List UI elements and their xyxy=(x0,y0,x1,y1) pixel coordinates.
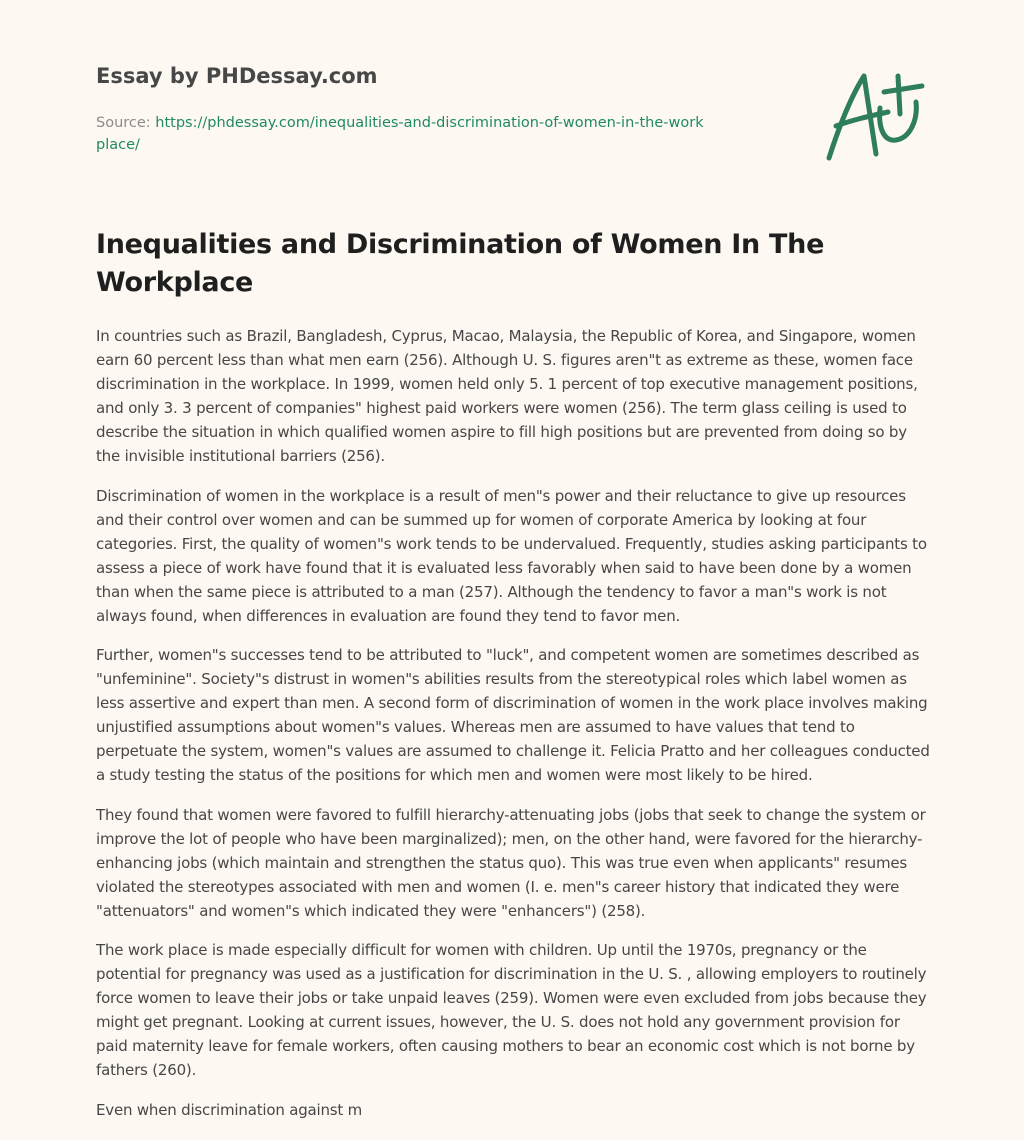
essay-body xyxy=(96,324,934,1137)
essay-paragraph: In countries such as Brazil, Bangladesh, Cyprus, Macao, Malaysia, the Republic of Korea, and Singapore, women earn 60 percent less than what men earn (256). Although U. S. figures aren"t as extreme as these, women face discrimination in the workplace. In 1999, women held only 5. 1 percent of top executive management positions, and only 3. 3 percent of companies" highest paid workers were women (256). The term glass ceiling is used to describe the situation in which qualified women aspire to fill high positions but are prevented from doing so by the invisible institutional barriers (256). xyxy=(96,327,918,465)
site-brand: Essay by PHDessay.com xyxy=(96,64,378,88)
essay-paragraph: Further, women"s successes tend to be attributed to "luck", and competent women are sometimes described as "unfeminine". Society"s distrust in women"s abilities results from the stereotypical roles which label women as less assertive and expert than men. A second form of discrimination of women in the work place involves making unjustified assumptions about women"s values. Whereas men are assumed to have values that tend to perpetuate the system, women"s values are assumed to challenge it. Felicia Pratto and her colleagues conducted a study testing the status of the positions for which men and women were most likely to be hired. xyxy=(96,646,930,784)
essay-paragraph: The work place is made especially difficult for women with children. Up until the 1970s, pregnancy or the potential for pregnancy was used as a justification for discrimination in the U. S. , allowing employers to routinely force women to leave their jobs or take unpaid leaves (259). Women were even excluded from jobs because they might get pregnant. Looking at current issues, however, the U. S. does not hold any government provision for paid maternity leave for female workers, often causing mothers to bear an economic cost which is not borne by fathers (260). xyxy=(96,941,927,1079)
essay-title: Inequalities and Discrimination of Women In The Workplace xyxy=(96,229,825,298)
source-link[interactable]: https://phdessay.com/inequalities-and-discrimination-of-women-in-the-workplace/ xyxy=(96,115,704,153)
essay-paragraph: Discrimination of women in the workplace is a result of men"s power and their reluctance to give up resources and their control over women and can be summed up for women of corporate America by looking at four categories. First, the quality of women"s work tends to be undervalued. Frequently, studies asking participants to assess a piece of work have found that it is evaluated less favorably when said to have been done by a women than when the same piece is attributed to a man (257). Although the tendency to favor a man"s work is not always found, when differences in evaluation are found they tend to favor men. xyxy=(96,486,927,625)
essay-paragraph: Even when discrimination against m xyxy=(96,1100,363,1119)
a-plus-logo-icon xyxy=(822,68,928,164)
source-label: Source: xyxy=(96,115,156,131)
essay-paragraph: They found that women were favored to fulfill hierarchy-attenuating jobs (jobs that seek to change the system or improve the lot of people who have been marginalized); men, on the other hand, were favored for the hierarchy-enhancing jobs (which maintain and strengthen the status quo). This was true even when applicants" resumes violated the stereotypes associated with men and women (I. e. men"s career history that indicated they were "attenuators" and women"s which indicated they were "enhancers") (258). xyxy=(96,805,926,920)
source-line xyxy=(96,112,706,156)
